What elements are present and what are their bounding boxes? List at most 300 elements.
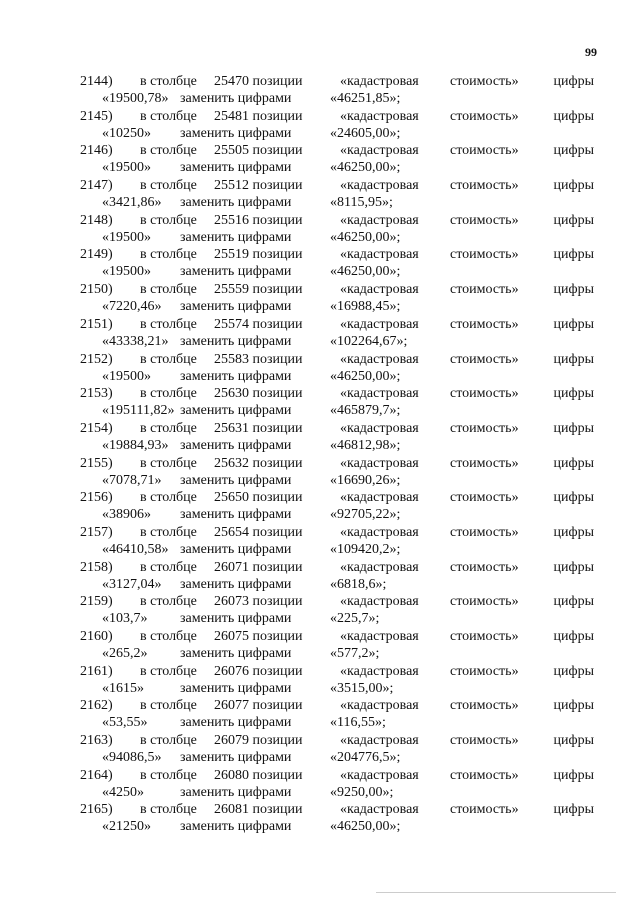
amendment-entry	[76, 524, 596, 559]
entry-number: 2151)	[80, 316, 113, 332]
entry-line-2	[76, 645, 596, 662]
cost-label: стоимость»	[450, 212, 519, 228]
cost-label: стоимость»	[450, 490, 519, 506]
replace-label: заменить цифрами	[180, 541, 292, 557]
digits-label: цифры	[553, 108, 594, 124]
entry-number: 2157)	[80, 524, 113, 540]
digits-label: цифры	[553, 386, 594, 402]
in-column-label: в столбце	[140, 767, 197, 783]
entry-line-2	[76, 714, 596, 731]
entry-line-1	[76, 351, 596, 368]
entry-line-2	[76, 472, 596, 489]
old-value: «19500»	[102, 368, 151, 384]
in-column-label: в столбце	[140, 698, 197, 714]
position-number	[214, 559, 303, 576]
in-column-label: в столбце	[140, 212, 197, 228]
old-value: «38906»	[102, 507, 151, 523]
entry-number: 2160)	[80, 629, 113, 644]
position-code: 26081	[214, 802, 249, 818]
in-column-label: в столбце	[140, 386, 197, 402]
position-code: 26079	[214, 733, 249, 749]
digits-label: цифры	[553, 733, 594, 749]
position-code: 25470	[214, 74, 249, 89]
cost-label: стоимость»	[450, 316, 519, 332]
old-value: «3127,04»	[102, 576, 162, 592]
new-value: «102264,67»;	[330, 333, 408, 349]
replace-label: заменить цифрами	[180, 160, 292, 176]
position-code: 25516	[214, 212, 249, 228]
old-value: «19500»	[102, 160, 151, 176]
entry-line-1	[76, 142, 596, 159]
in-column-label: в столбце	[140, 178, 197, 194]
new-value: «46250,00»;	[330, 160, 401, 176]
new-value: «8115,95»;	[330, 195, 393, 211]
cost-label: стоимость»	[450, 559, 519, 575]
old-value: «3421,86»	[102, 195, 162, 211]
entry-line-2	[76, 576, 596, 593]
positions-label: позиции	[252, 212, 303, 228]
entry-line-2	[76, 818, 596, 835]
position-code: 25481	[214, 108, 249, 124]
old-value: «195111,82»	[102, 403, 175, 419]
in-column-label: в столбце	[140, 143, 197, 159]
cost-label: стоимость»	[450, 767, 519, 783]
digits-label: цифры	[553, 490, 594, 506]
entry-number: 2144)	[80, 74, 113, 89]
entry-line-1	[76, 559, 596, 576]
old-value: «265,2»	[102, 646, 148, 661]
entry-line-2	[76, 784, 596, 801]
digits-label: цифры	[553, 663, 594, 679]
positions-label: позиции	[252, 386, 303, 402]
in-column-label: в столбце	[140, 663, 197, 679]
cadastral-label: «кадастровая	[340, 594, 419, 610]
position-code: 26080	[214, 767, 249, 783]
position-number	[214, 420, 303, 437]
replace-label: заменить цифрами	[180, 229, 292, 245]
cost-label: стоимость»	[450, 698, 519, 714]
position-number	[214, 351, 303, 368]
cadastral-label: «кадастровая	[340, 351, 419, 367]
digits-label: цифры	[553, 594, 594, 610]
amendment-entry	[76, 420, 596, 455]
position-number	[214, 246, 303, 263]
cost-label: стоимость»	[450, 386, 519, 402]
cost-label: стоимость»	[450, 247, 519, 263]
position-code: 26073	[214, 594, 249, 610]
entry-line-2	[76, 229, 596, 246]
position-number	[214, 628, 303, 645]
in-column-label: в столбце	[140, 316, 197, 332]
old-value: «19500»	[102, 229, 151, 245]
in-column-label: в столбце	[140, 108, 197, 124]
cadastral-label: «кадастровая	[340, 767, 419, 783]
entry-line-1	[76, 663, 596, 680]
new-value: «577,2»;	[330, 646, 380, 661]
old-value: «21250»	[102, 819, 151, 835]
new-value: «24605,00»;	[330, 125, 401, 141]
new-value: «109420,2»;	[330, 541, 401, 557]
position-code: 25583	[214, 351, 249, 367]
replace-label: заменить цифрами	[180, 91, 292, 106]
replace-label: заменить цифрами	[180, 472, 292, 488]
entry-number: 2147)	[80, 178, 113, 194]
cadastral-label: «кадастровая	[340, 74, 419, 89]
amendment-entry	[76, 73, 596, 108]
cadastral-label: «кадастровая	[340, 524, 419, 540]
positions-label: позиции	[252, 767, 303, 783]
position-code: 25654	[214, 524, 249, 540]
entry-line-1	[76, 420, 596, 437]
old-value: «7220,46»	[102, 299, 162, 315]
replace-label: заменить цифрами	[180, 715, 292, 731]
in-column-label: в столбце	[140, 524, 197, 540]
cost-label: стоимость»	[450, 663, 519, 679]
cadastral-label: «кадастровая	[340, 455, 419, 471]
new-value: «225,7»;	[330, 611, 380, 627]
entry-number: 2165)	[80, 802, 113, 818]
entry-number: 2148)	[80, 212, 113, 228]
position-code: 25512	[214, 178, 249, 194]
positions-label: позиции	[252, 420, 303, 436]
position-number	[214, 593, 303, 610]
entry-number: 2162)	[80, 698, 113, 714]
positions-label: позиции	[252, 455, 303, 471]
position-code: 26076	[214, 663, 249, 679]
position-code: 26071	[214, 559, 249, 575]
digits-label: цифры	[553, 316, 594, 332]
positions-label: позиции	[252, 74, 303, 89]
position-code: 26077	[214, 698, 249, 714]
amendment-entry	[76, 316, 596, 351]
position-code: 25574	[214, 316, 249, 332]
old-value: «19500»	[102, 264, 151, 280]
new-value: «46250,00»;	[330, 819, 401, 835]
digits-label: цифры	[553, 351, 594, 367]
in-column-label: в столбце	[140, 351, 197, 367]
in-column-label: в столбце	[140, 559, 197, 575]
positions-label: позиции	[252, 802, 303, 818]
in-column-label: в столбце	[140, 420, 197, 436]
cadastral-label: «кадастровая	[340, 802, 419, 818]
digits-label: цифры	[553, 143, 594, 159]
entry-line-1	[76, 524, 596, 541]
new-value: «465879,7»;	[330, 403, 401, 419]
entry-number: 2149)	[80, 247, 113, 263]
cost-label: стоимость»	[450, 282, 519, 298]
amendment-entry	[76, 767, 596, 802]
digits-label: цифры	[553, 74, 594, 89]
amendment-entry	[76, 212, 596, 247]
amendment-entry	[76, 281, 596, 316]
old-value: «1615»	[102, 680, 144, 696]
old-value: «53,55»	[102, 715, 148, 731]
position-code: 25559	[214, 282, 249, 298]
entry-line-1	[76, 177, 596, 194]
cost-label: стоимость»	[450, 524, 519, 540]
positions-label: позиции	[252, 698, 303, 714]
cost-label: стоимость»	[450, 629, 519, 644]
position-number	[214, 732, 303, 749]
entry-line-2	[76, 368, 596, 385]
entry-number: 2155)	[80, 455, 113, 471]
cost-label: стоимость»	[450, 420, 519, 436]
entry-line-2	[76, 333, 596, 350]
position-number	[214, 663, 303, 680]
cost-label: стоимость»	[450, 143, 519, 159]
new-value: «46250,00»;	[330, 368, 401, 384]
cost-label: стоимость»	[450, 108, 519, 124]
positions-label: позиции	[252, 143, 303, 159]
position-number	[214, 489, 303, 506]
position-number	[214, 801, 303, 818]
replace-label: заменить цифрами	[180, 195, 292, 211]
cadastral-label: «кадастровая	[340, 559, 419, 575]
replace-label: заменить цифрами	[180, 576, 292, 592]
cost-label: стоимость»	[450, 802, 519, 818]
cost-label: стоимость»	[450, 733, 519, 749]
replace-label: заменить цифрами	[180, 403, 292, 419]
digits-label: цифры	[553, 178, 594, 194]
replace-label: заменить цифрами	[180, 784, 292, 800]
old-value: «4250»	[102, 784, 144, 800]
entry-line-1	[76, 455, 596, 472]
position-number	[214, 108, 303, 125]
digits-label: цифры	[553, 524, 594, 540]
entry-line-2	[76, 749, 596, 766]
digits-label: цифры	[553, 455, 594, 471]
entry-line-1	[76, 316, 596, 333]
new-value: «16988,45»;	[330, 299, 401, 315]
cadastral-label: «кадастровая	[340, 490, 419, 506]
entry-line-1	[76, 246, 596, 263]
cost-label: стоимость»	[450, 594, 519, 610]
position-number	[214, 281, 303, 298]
position-number	[214, 524, 303, 541]
new-value: «46251,85»;	[330, 91, 401, 106]
digits-label: цифры	[553, 247, 594, 263]
new-value: «9250,00»;	[330, 784, 394, 800]
positions-label: позиции	[252, 490, 303, 506]
entry-line-2	[76, 541, 596, 558]
entry-line-1	[76, 697, 596, 714]
positions-label: позиции	[252, 178, 303, 194]
entry-line-1	[76, 385, 596, 402]
amendment-list	[76, 73, 596, 836]
in-column-label: в столбце	[140, 247, 197, 263]
amendment-entry	[76, 628, 596, 663]
position-code: 25650	[214, 490, 249, 506]
in-column-label: в столбце	[140, 282, 197, 298]
entry-line-1	[76, 108, 596, 125]
cadastral-label: «кадастровая	[340, 663, 419, 679]
digits-label: цифры	[553, 559, 594, 575]
entry-line-1	[76, 593, 596, 610]
in-column-label: в столбце	[140, 733, 197, 749]
entry-line-1	[76, 628, 596, 645]
replace-label: заменить цифрами	[180, 680, 292, 696]
new-value: «16690,26»;	[330, 472, 401, 488]
new-value: «204776,5»;	[330, 750, 401, 766]
cadastral-label: «кадастровая	[340, 316, 419, 332]
position-number	[214, 455, 303, 472]
amendment-entry	[76, 108, 596, 143]
position-code: 25632	[214, 455, 249, 471]
cadastral-label: «кадастровая	[340, 629, 419, 644]
entry-number: 2163)	[80, 733, 113, 749]
cadastral-label: «кадастровая	[340, 698, 419, 714]
replace-label: заменить цифрами	[180, 750, 292, 766]
replace-label: заменить цифрами	[180, 507, 292, 523]
new-value: «92705,22»;	[330, 507, 401, 523]
entry-line-2	[76, 194, 596, 211]
entry-line-2	[76, 159, 596, 176]
digits-label: цифры	[553, 802, 594, 818]
in-column-label: в столбце	[140, 802, 197, 818]
digits-label: цифры	[553, 420, 594, 436]
in-column-label: в столбце	[140, 594, 197, 610]
amendment-entry	[76, 385, 596, 420]
in-column-label: в столбце	[140, 74, 197, 89]
old-value: «94086,5»	[102, 750, 162, 766]
in-column-label: в столбце	[140, 629, 197, 644]
cadastral-label: «кадастровая	[340, 733, 419, 749]
position-number	[214, 767, 303, 784]
replace-label: заменить цифрами	[180, 333, 292, 349]
entry-line-2	[76, 680, 596, 697]
entry-number: 2146)	[80, 143, 113, 159]
replace-label: заменить цифрами	[180, 299, 292, 315]
entry-number: 2154)	[80, 420, 113, 436]
new-value: «6818,6»;	[330, 576, 387, 592]
replace-label: заменить цифрами	[180, 368, 292, 384]
amendment-entry	[76, 801, 596, 836]
replace-label: заменить цифрами	[180, 264, 292, 280]
entry-line-2	[76, 298, 596, 315]
position-code: 25631	[214, 420, 249, 436]
entry-number: 2156)	[80, 490, 113, 506]
cadastral-label: «кадастровая	[340, 247, 419, 263]
entry-number: 2161)	[80, 663, 113, 679]
position-code: 25519	[214, 247, 249, 263]
old-value: «19884,93»	[102, 437, 169, 453]
position-number	[214, 385, 303, 402]
amendment-entry	[76, 455, 596, 490]
old-value: «19500,78»	[102, 91, 169, 106]
entry-line-1	[76, 732, 596, 749]
position-code: 25630	[214, 386, 249, 402]
position-number	[214, 177, 303, 194]
cost-label: стоимость»	[450, 178, 519, 194]
old-value: «10250»	[102, 125, 151, 141]
cadastral-label: «кадастровая	[340, 143, 419, 159]
replace-label: заменить цифрами	[180, 437, 292, 453]
positions-label: позиции	[252, 282, 303, 298]
position-code: 25505	[214, 143, 249, 159]
amendment-entry	[76, 351, 596, 386]
positions-label: позиции	[252, 629, 303, 644]
entry-number: 2152)	[80, 351, 113, 367]
in-column-label: в столбце	[140, 455, 197, 471]
entry-line-2	[76, 263, 596, 280]
entry-line-2	[76, 402, 596, 419]
amendment-entry	[76, 177, 596, 212]
positions-label: позиции	[252, 733, 303, 749]
old-value: «103,7»	[102, 611, 148, 627]
entry-line-1	[76, 489, 596, 506]
positions-label: позиции	[252, 524, 303, 540]
digits-label: цифры	[553, 212, 594, 228]
entry-number: 2150)	[80, 282, 113, 298]
cadastral-label: «кадастровая	[340, 212, 419, 228]
entry-number: 2153)	[80, 386, 113, 402]
entry-line-2	[76, 610, 596, 627]
position-number	[214, 142, 303, 159]
replace-label: заменить цифрами	[180, 819, 292, 835]
positions-label: позиции	[252, 559, 303, 575]
cadastral-label: «кадастровая	[340, 108, 419, 124]
amendment-entry	[76, 559, 596, 594]
position-number	[214, 212, 303, 229]
amendment-entry	[76, 732, 596, 767]
amendment-entry	[76, 246, 596, 281]
amendment-entry	[76, 593, 596, 628]
entry-line-1	[76, 767, 596, 784]
entry-line-1	[76, 212, 596, 229]
digits-label: цифры	[553, 629, 594, 644]
cost-label: стоимость»	[450, 74, 519, 89]
cadastral-label: «кадастровая	[340, 420, 419, 436]
amendment-entry	[76, 489, 596, 524]
new-value: «46250,00»;	[330, 229, 401, 245]
new-value: «116,55»;	[330, 715, 386, 731]
cost-label: стоимость»	[450, 351, 519, 367]
entry-line-1	[76, 801, 596, 818]
positions-label: позиции	[252, 247, 303, 263]
positions-label: позиции	[252, 316, 303, 332]
new-value: «46812,98»;	[330, 437, 401, 453]
replace-label: заменить цифрами	[180, 125, 292, 141]
amendment-entry	[76, 697, 596, 732]
cadastral-label: «кадастровая	[340, 178, 419, 194]
replace-label: заменить цифрами	[180, 611, 292, 627]
entry-line-2	[76, 125, 596, 142]
in-column-label: в столбце	[140, 490, 197, 506]
amendment-entry	[76, 142, 596, 177]
entry-number: 2159)	[80, 594, 113, 610]
footer-rule	[376, 892, 616, 893]
old-value: «46410,58»	[102, 541, 169, 557]
cadastral-label: «кадастровая	[340, 282, 419, 298]
entry-line-1	[76, 73, 596, 90]
digits-label: цифры	[553, 282, 594, 298]
position-code: 26075	[214, 629, 249, 644]
new-value: «46250,00»;	[330, 264, 401, 280]
replace-label: заменить цифрами	[180, 646, 292, 661]
positions-label: позиции	[252, 108, 303, 124]
entry-line-2	[76, 506, 596, 523]
positions-label: позиции	[252, 663, 303, 679]
new-value: «3515,00»;	[330, 680, 394, 696]
position-number	[214, 316, 303, 333]
entry-number: 2164)	[80, 767, 113, 783]
old-value: «7078,71»	[102, 472, 162, 488]
cost-label: стоимость»	[450, 455, 519, 471]
entry-line-2	[76, 437, 596, 454]
position-number	[214, 697, 303, 714]
amendment-entry	[76, 663, 596, 698]
entry-number: 2158)	[80, 559, 113, 575]
